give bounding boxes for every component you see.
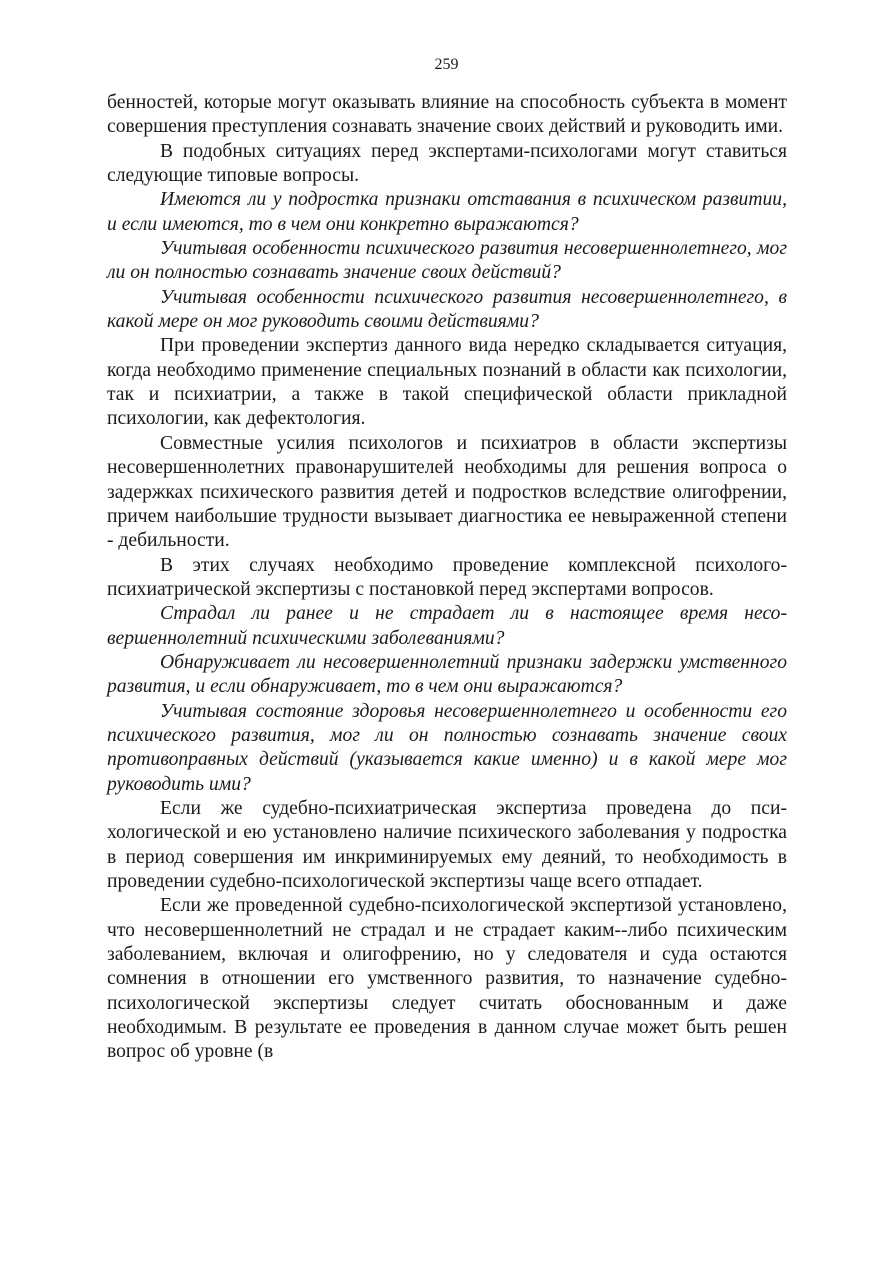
paragraph: Совместные усилия психологов и психиатров в области экспертизы несовершеннолетних правонарушителей необходимы для решения вопроса о задержках психического развития детей и подростков вследствие олигофрении, причем наибольшие трудности вызывает диагностика ее невыраженной степени - дебильности. bbox=[107, 432, 787, 552]
paragraph: Если же проведенной судебно-психологической экспертизой установлено, что несовершеннолетний не страдал и не страдает каким--либо психическим заболеванием, включая и олигофрению, но у следователя и суда остаются сомнения в отношении его умственного развития, то назначение судебно-психологической экспертизы следует считать обоснованным и даже необходимым. В результате ее проведения в данном случае может быть решен вопрос об уровне (в bbox=[107, 895, 787, 1063]
question-paragraph: Учитывая особенности психического развития несовершеннолетнего, в какой мере он мог руководить своими действиями? bbox=[107, 286, 787, 333]
question-paragraph: Страдал ли ранее и не страдает ли в настоящее время несовершеннолетний психическими заболеваниями? bbox=[107, 603, 787, 649]
page-number: 259 bbox=[434, 56, 459, 73]
paragraph: В подобных ситуациях перед экспертами-психологами могут ставиться следующие типовые вопросы. bbox=[107, 140, 787, 187]
paragraph: Если же судебно-психиатрическая экспертиза проведена до психологической и ею установлено наличие психического заболевания у подростка в период совершения им инкриминируемых ему деяний, то необходимость в проведении судебно-психологической экспертизы чаще всего отпадает. bbox=[107, 797, 787, 892]
question-paragraph: Учитывая особенности психического развития несовершеннолетнего, мог ли он полностью сознавать значение своих действий? bbox=[107, 238, 787, 284]
body-text bbox=[107, 91, 787, 1065]
question-paragraph: Имеются ли у подростка признаки отставания в психическом развитии, и если имеются, то в чем они конкретно выражаются? bbox=[107, 189, 787, 235]
paragraph: В этих случаях необходимо проведение комплексной психолого-психиатрической экспертизы с постановкой перед экспертами вопросов. bbox=[107, 554, 787, 600]
paragraph: бенностей, которые могут оказывать влияние на способность субъекта в момент совершения преступления сознавать значение своих действий и руководить ими. bbox=[107, 92, 787, 138]
question-paragraph: Учитывая состояние здоровья несовершеннолетнего и особенности его психического развития, мог ли он полностью сознавать значение своих противоправных действий (указывается какие именно) и в какой мере мог руководить ими? bbox=[107, 700, 787, 795]
question-paragraph: Обнаруживает ли несовершеннолетний признаки задержки умственного развития, и если обнаруживает, то в чем они выражаются? bbox=[107, 651, 787, 698]
paragraph: При проведении экспертиз данного вида нередко складывается ситуация, когда необходимо применение специальных познаний в области как психологии, так и психиатрии, а также в такой специфической области прикладной психологии, как дефектология. bbox=[107, 335, 787, 430]
